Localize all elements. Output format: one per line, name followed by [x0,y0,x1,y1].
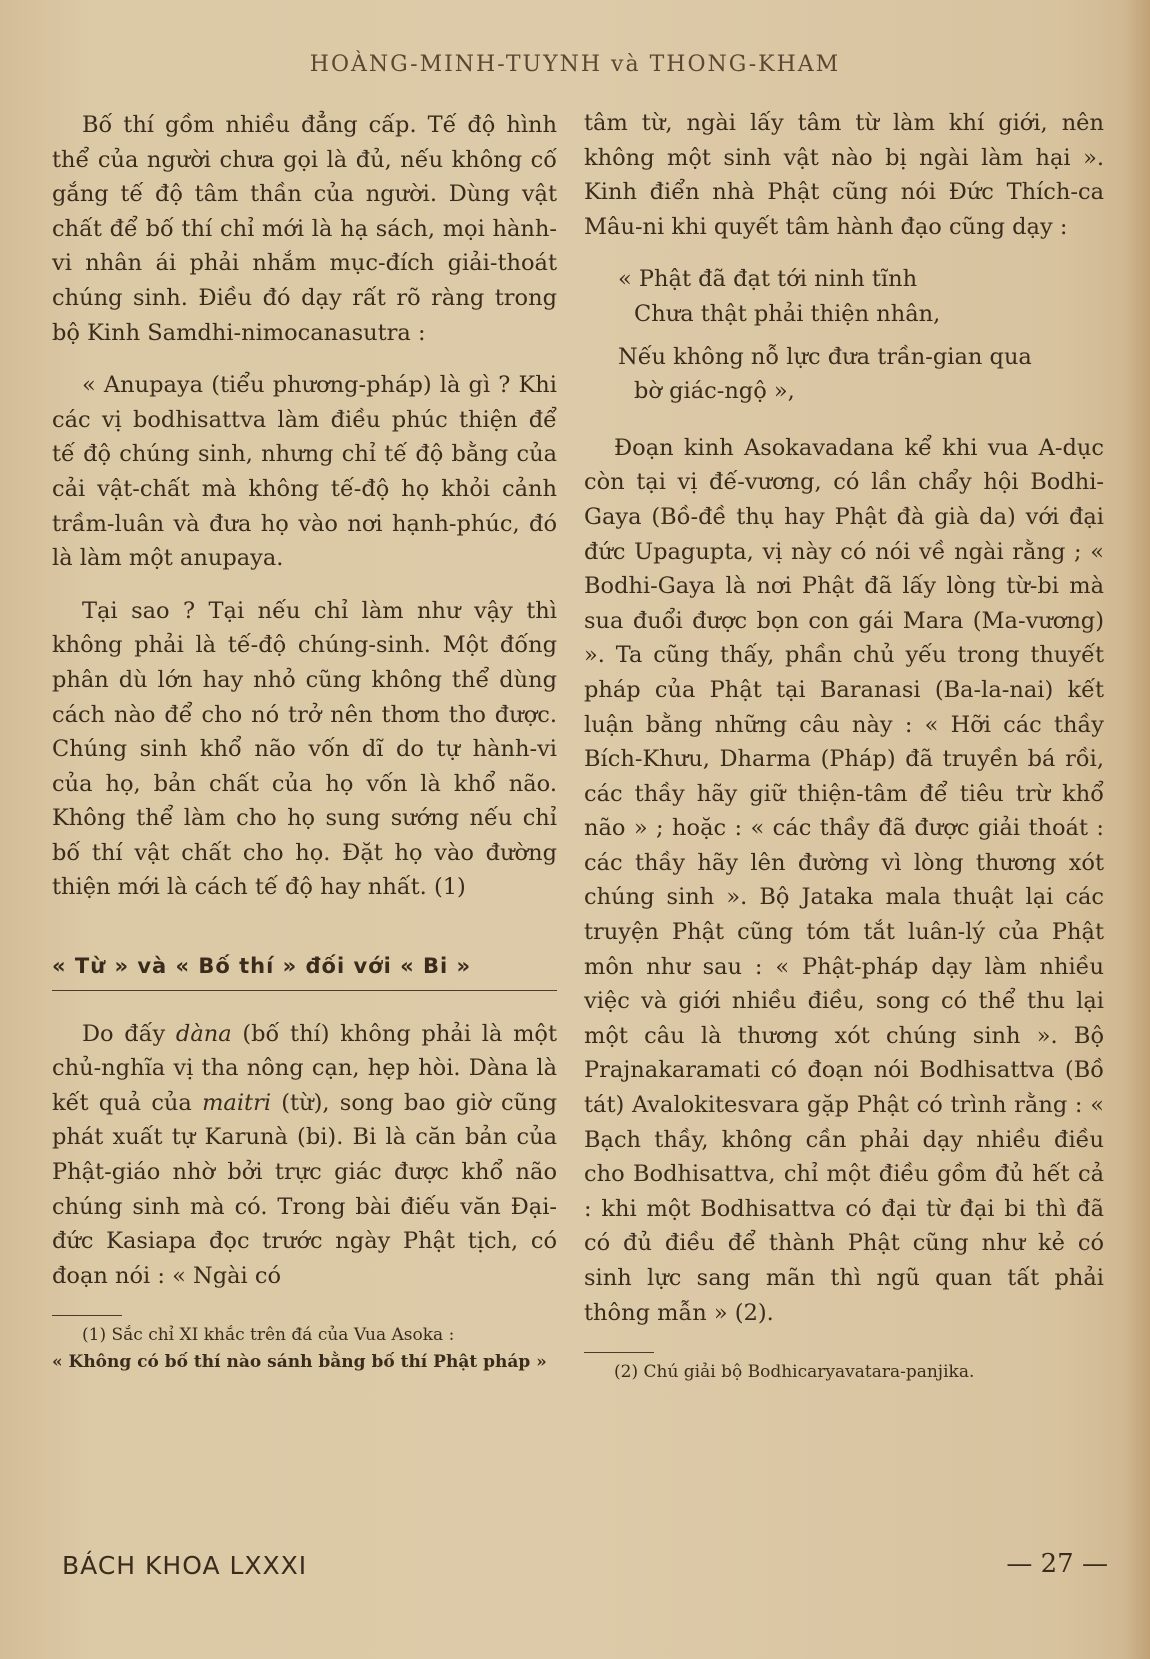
paragraph: tâm từ, ngài lấy tâm từ làm khí giới, nên không một sinh vật nào bị ngài làm hại ». Kinh điển nhà Phật cũng nói Đức Thích-ca Mâu-ni khi quyết tâm hành đạo cũng dạy : [584,110,1104,240]
footnote-text: (1) Sắc chỉ XI khắc trên đá của Vua Asoka : [82,1325,455,1346]
paragraph [52,1017,557,1294]
footnote-divider [52,1315,122,1316]
paragraph: Tại sao ? Tại nếu chỉ làm như vậy thì không phải là tế-độ chúng-sinh. Một đống phân dù lớn hay nhỏ cũng không thể dùng cách nào để cho nó trở nên thơm tho được. Chúng sinh khổ não vốn dĩ do tự hành-vi của họ, bản chất của họ vốn là khổ não. Không thể làm cho họ sung sướng nếu chỉ bố thí vật chất cho họ. Đặt họ vào đường thiện mới là cách tế độ hay nhất. (1) [52,597,557,901]
footnote-1 [52,1322,557,1376]
magazine-title: BÁCH KHOA LXXXI [62,1551,308,1580]
text-span: (từ), song bao giờ cũng phát xuất tự Karunà (bi). Bi là căn bản của Phật-giáo nhờ bởi trực giác được khổ não chúng sinh mà có. Trong bài điếu văn Đại-đức Kasiapa đọc trước ngày Phật tịch, có đoạn nói : « Ngài có [52,1089,557,1289]
section-heading: « Từ » và « Bố thí » đối với « Bi » [52,949,557,991]
italic-term: maitri [202,1089,272,1116]
footnote-divider [584,1352,654,1353]
verse-block [584,262,1104,408]
verse-line: bờ giác-ngộ », [634,378,795,405]
right-column [584,106,1104,1404]
left-column [52,108,557,1394]
text-span: (bố thí) không phải là một chủ-nghĩa vị tha nông cạn, hẹp hòi. Dàna là kết quả của [52,1020,557,1116]
text-span: Do đấy [82,1020,176,1047]
running-header: HOÀNG-MINH-TUYNH và THONG-KHAM [309,52,841,77]
footnote-2: (2) Chú giải bộ Bodhicaryavatara-panjika. [614,1362,975,1383]
footnote-quote: « Không có bố thí nào sánh bằng bố thí Phật pháp » [52,1352,547,1373]
paragraph: Đoạn kinh Asokavadana kể khi vua A-dục còn tại vị đế-vương, có lần chẩy hội Bodhi-Gaya (Bồ-đề thụ hay Phật đà già da) với đại đức Upagupta, vị này có nói về ngài rằng ; « Bodhi-Gaya là nơi Phật đã lấy lòng từ-bi mà sua đuổi được bọn con gái Mara (Ma-vương) ». Ta cũng thấy, phần chủ yếu trong thuyết pháp của Phật tại Baranasi (Ba-la-nai) kết luận bằng những câu này : « Hỡi các thầy Bích-Khưu, Dharma (Pháp) đã truyền bá rồi, các thầy hãy giữ thiện-tâm để tiêu trừ khổ não » ; hoặc : « các thầy đã được giải thoát : các thầy hãy lên đường vì lòng thương xót chúng sinh ». Bộ Jataka mala thuật lại các truyện Phật cũng tóm tắt luân-lý của Phật môn như sau : « Phật-pháp dạy làm nhiều việc và giới nhiều điều, song có thể thu lại một câu là thương xót chúng sinh ». Bộ Prajnakaramati có đoạn nói Bodhisattva (Bồ tát) Avalokitesvara gặp Phật có trình rằng : « Bạch thầy, không cần phải dạy nhiều điều cho Bodhisattva, chỉ một điều gồm đủ hết cả : khi một Bodhisattva có đại từ đại bi thì đã có đủ điều để thành Phật cũng như kẻ có sinh lực sang mãn thì ngũ quan tất phải thông mẫn » (2). [584,434,1104,1326]
paragraph: Bố thí gồm nhiều đẳng cấp. Tế độ hình thể của người chưa gọi là đủ, nếu không cố gắng tế độ tâm thần của người. Dùng vật chất để bố thí chỉ mới là hạ sách, mọi hành-vi nhân ái phải nhắm mục-đích giải-thoát chúng sinh. Điều đó dạy rất rõ ràng trong bộ Kinh Samdhi-nimocanasutra : [52,112,557,346]
verse-line: « Phật đã đạt tới ninh tĩnh [618,266,918,293]
verse-line: Chưa thật phải thiện nhân, [634,300,941,327]
verse-line: Nếu không nỗ lực đưa trần-gian qua [618,343,1032,370]
quote-paragraph: « Anupaya (tiểu phương-pháp) là gì ? Khi các vị bodhisattva làm điều phúc thiện để tế độ chúng sinh, nhưng chỉ tế độ bằng của cải vật-chất mà không tế-độ họ khỏi cảnh trầm-luân và đưa họ vào nơi hạnh-phúc, đó là làm một anupaya. [52,372,557,572]
page-number: — 27 — [1006,1549,1108,1579]
italic-term: dàna [175,1020,232,1047]
